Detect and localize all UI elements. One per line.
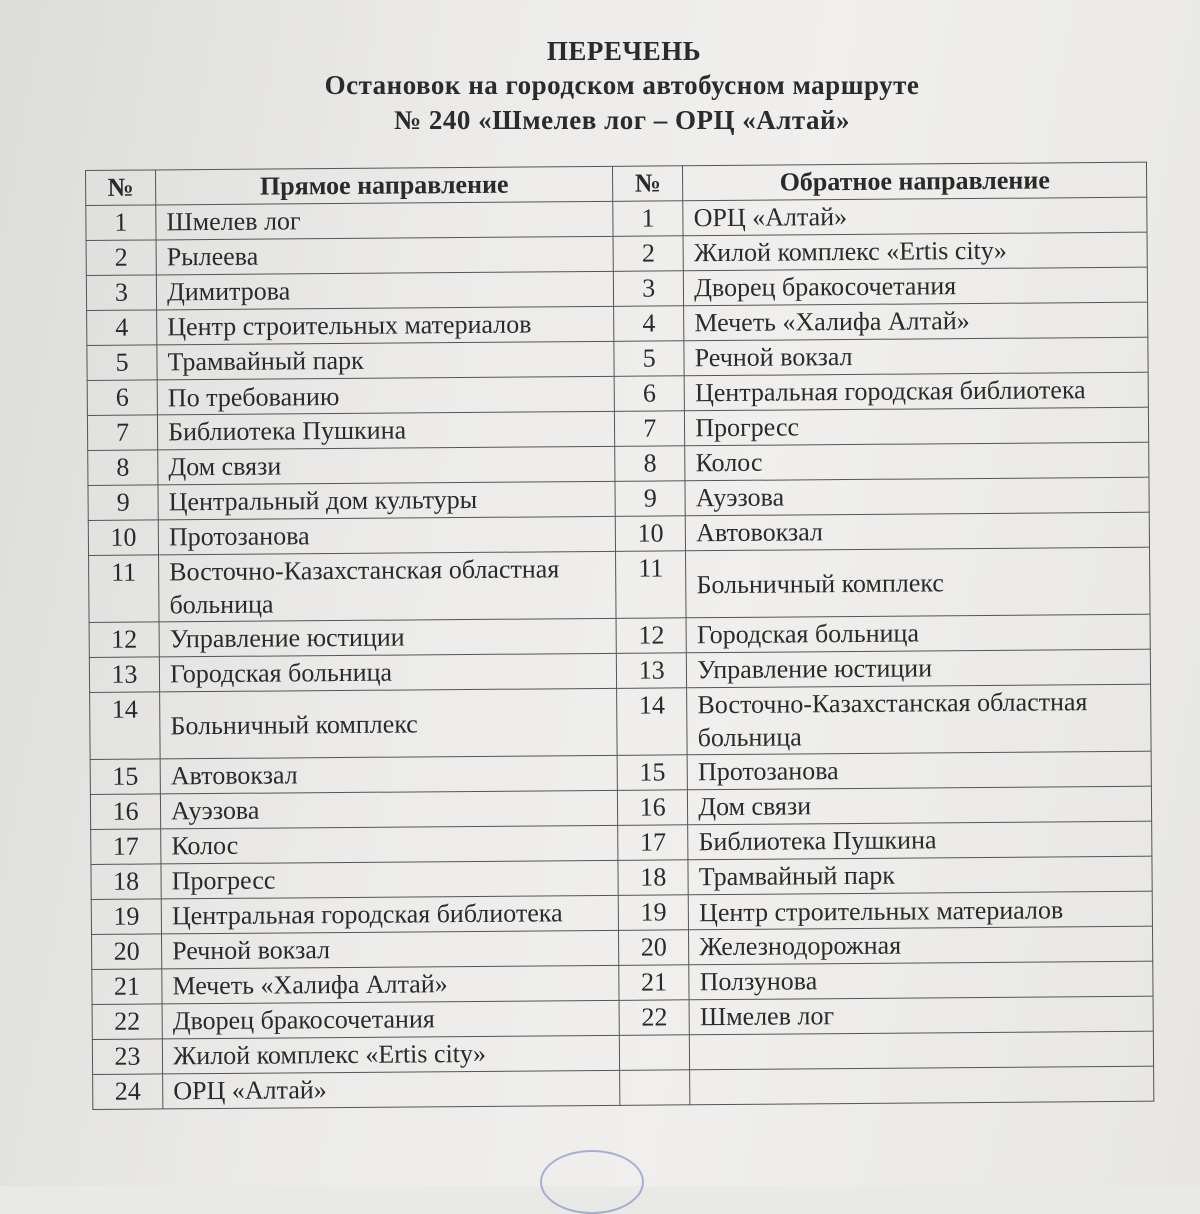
forward-stop-name: Городская больница [159, 653, 616, 692]
forward-stop-name: Колос [161, 825, 618, 864]
forward-stop-number: 6 [87, 380, 157, 416]
backward-stop-number [619, 1035, 689, 1071]
backward-stop-name: Библиотека Пушкина [688, 821, 1152, 860]
header-num-forward: № [86, 170, 156, 206]
backward-stop-name: Трамвайный парк [688, 856, 1152, 895]
backward-stop-name: Колос [685, 442, 1149, 481]
backward-stop-name: Речной вокзал [684, 337, 1148, 376]
backward-stop-number: 16 [618, 790, 688, 826]
header-num-backward: № [613, 166, 683, 202]
forward-stop-name: Дом связи [158, 446, 615, 485]
forward-stop-number: 14 [90, 692, 161, 760]
backward-stop-name: Шмелев лог [689, 996, 1153, 1035]
forward-stop-name: Центр строительных материалов [157, 306, 614, 345]
table-row [89, 547, 1150, 622]
backward-stop-name: Управление юстиции [687, 649, 1151, 688]
stops-table [85, 162, 1154, 1110]
backward-stop-number [620, 1070, 690, 1106]
forward-stop-number: 5 [87, 345, 157, 381]
table-row [90, 684, 1151, 759]
forward-stop-name: Ауэзова [160, 790, 617, 829]
backward-stop-number: 3 [613, 271, 683, 307]
forward-stop-number: 9 [88, 485, 158, 521]
backward-stop-number: 9 [615, 481, 685, 517]
backward-stop-number: 14 [617, 688, 688, 756]
backward-stop-number: 6 [614, 376, 684, 412]
forward-stop-number: 10 [88, 520, 158, 556]
forward-stop-name: Жилой комплекс «Ertis city» [162, 1035, 619, 1074]
backward-stop-number: 15 [617, 755, 687, 791]
backward-stop-number: 4 [614, 306, 684, 342]
forward-stop-number: 12 [89, 622, 159, 658]
forward-stop-name: Автовокзал [160, 755, 617, 794]
forward-stop-number: 18 [91, 864, 161, 900]
forward-stop-number: 21 [92, 969, 162, 1005]
backward-stop-number: 5 [614, 341, 684, 377]
forward-stop-name: Дворец бракосочетания [162, 1000, 619, 1039]
backward-stop-name: Городская больница [686, 614, 1150, 653]
backward-stop-name: Центральная городская библиотека [684, 372, 1148, 411]
forward-stop-name: Управление юстиции [159, 618, 616, 657]
forward-stop-name: Больничный комплекс [160, 688, 618, 759]
backward-stop-name: Ауэзова [685, 477, 1149, 516]
route-name: № 240 «Шмелев лог – ОРЦ «Алтай» [393, 105, 851, 135]
backward-stop-name: Центр строительных материалов [688, 891, 1152, 930]
forward-stop-name: Прогресс [161, 860, 618, 899]
forward-stop-number: 19 [91, 899, 161, 935]
table-row [93, 1066, 1154, 1109]
forward-stop-number: 13 [89, 657, 159, 693]
backward-stop-number: 21 [619, 965, 689, 1001]
forward-stop-name: По требованию [157, 376, 614, 415]
backward-stop-name: Ползунова [689, 961, 1153, 1000]
forward-stop-name: Мечеть «Халифа Алтай» [162, 965, 619, 1004]
forward-stop-number: 4 [87, 310, 157, 346]
stamp-seal [540, 1150, 644, 1214]
backward-stop-name [690, 1066, 1154, 1105]
backward-stop-number: 12 [616, 618, 686, 654]
forward-stop-number: 15 [90, 759, 160, 795]
backward-stop-number: 10 [615, 516, 685, 552]
backward-stop-number: 1 [613, 201, 683, 237]
forward-stop-number: 11 [89, 555, 160, 623]
header-backward: Обратное направление [683, 162, 1147, 201]
forward-stop-name: ОРЦ «Алтай» [163, 1070, 620, 1109]
backward-stop-number: 8 [615, 446, 685, 482]
backward-stop-number: 19 [618, 895, 688, 931]
backward-stop-number: 20 [619, 930, 689, 966]
forward-stop-number: 3 [86, 275, 156, 311]
backward-stop-number: 17 [618, 825, 688, 861]
backward-stop-name: Дом связи [688, 786, 1152, 825]
backward-stop-number: 7 [615, 411, 685, 447]
backward-stop-number: 2 [613, 236, 683, 272]
forward-stop-name: Шмелев лог [156, 201, 613, 240]
backward-stop-number: 13 [616, 653, 686, 689]
forward-stop-name: Димитрова [156, 271, 613, 310]
backward-stop-name: ОРЦ «Алтай» [683, 197, 1147, 236]
backward-stop-name: Больничный комплекс [686, 547, 1150, 618]
forward-stop-name: Речной вокзал [162, 930, 619, 969]
forward-stop-number: 17 [91, 829, 161, 865]
backward-stop-number: 11 [616, 551, 687, 619]
forward-stop-number: 23 [92, 1039, 162, 1075]
backward-stop-name: Жилой комплекс «Ertis city» [683, 232, 1147, 271]
backward-stop-name [690, 1031, 1154, 1070]
forward-stop-number: 7 [87, 415, 157, 451]
backward-stop-name: Мечеть «Халифа Алтай» [684, 302, 1148, 341]
backward-stop-name: Восточно-Казахстанская областная больница [687, 684, 1151, 755]
forward-stop-name: Восточно-Казахстанская областная больница [159, 551, 617, 622]
forward-stop-number: 24 [93, 1074, 163, 1110]
forward-stop-name: Центральный дом культуры [158, 481, 615, 520]
backward-stop-name: Дворец бракосочетания [684, 267, 1148, 306]
header-forward: Прямое направление [156, 166, 613, 205]
forward-stop-number: 8 [88, 450, 158, 486]
forward-stop-name: Протозанова [158, 516, 615, 555]
forward-stop-number: 16 [90, 794, 160, 830]
forward-stop-name: Центральная городская библиотека [161, 895, 618, 934]
forward-stop-number: 2 [86, 240, 156, 276]
forward-stop-name: Трамвайный парк [157, 341, 614, 380]
forward-stop-name: Рылеева [156, 236, 613, 275]
backward-stop-name: Протозанова [687, 751, 1151, 790]
forward-stop-number: 1 [86, 205, 156, 241]
document-title: ПЕРЕЧЕНЬ [546, 36, 702, 66]
forward-stop-number: 22 [92, 1004, 162, 1040]
backward-stop-number: 22 [619, 1000, 689, 1036]
forward-stop-number: 20 [92, 934, 162, 970]
backward-stop-name: Автовокзал [685, 512, 1149, 551]
backward-stop-name: Прогресс [685, 407, 1149, 446]
document-subtitle: Остановок на городском автобусном маршруте [324, 70, 920, 100]
backward-stop-name: Железнодорожная [689, 926, 1153, 965]
backward-stop-number: 18 [618, 860, 688, 896]
forward-stop-name: Библиотека Пушкина [158, 411, 615, 450]
